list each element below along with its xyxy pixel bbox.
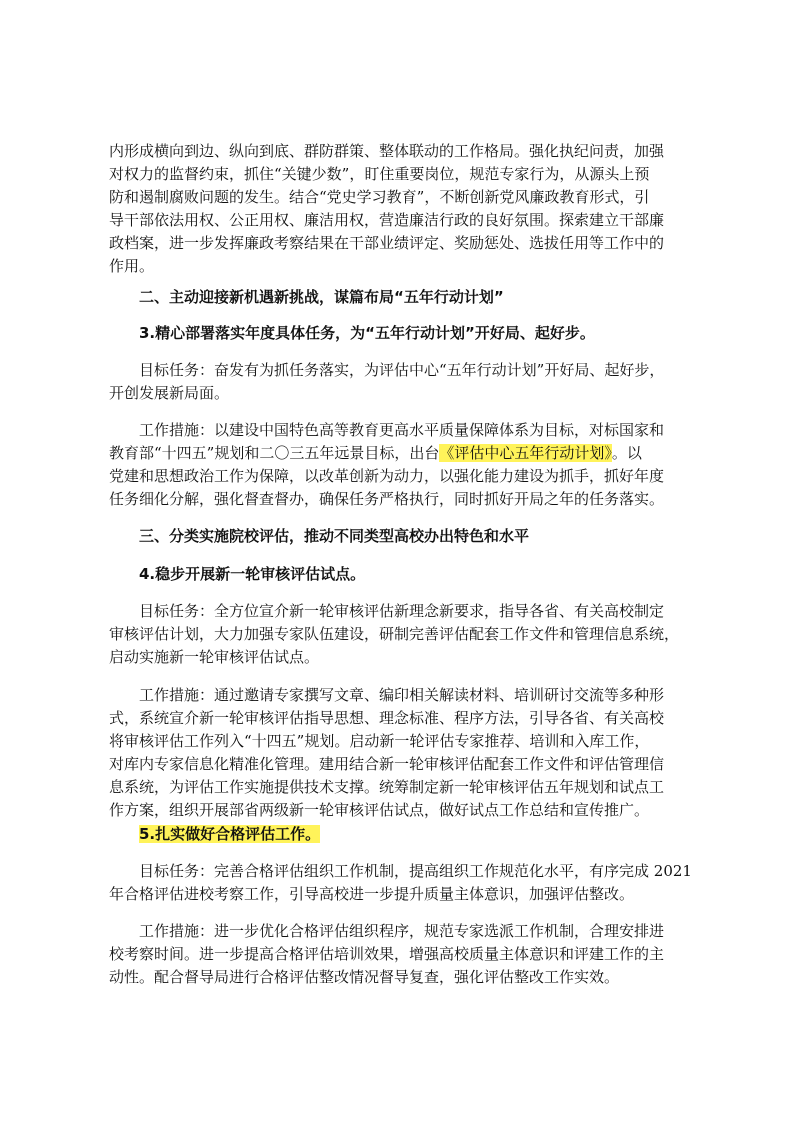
text-line: 作用。 bbox=[109, 257, 155, 275]
text-line: 导干部依法用权、公正用权、廉洁用权，营造廉洁行政的良好氛围。探索建立干部廉 bbox=[109, 211, 665, 229]
text-line: 防和遏制腐败问题的发生。结合“党史学习教育”，不断创新党风廉政教育形式，引 bbox=[109, 188, 650, 206]
item-heading-3: 3.精心部署落实年度具体任务，为“五年行动计划”开好局、起好步。 bbox=[139, 324, 595, 342]
text-line: 对库内专家信息化精准化管理。建用结合新一轮审核评估配套工作文件和评估管理信 bbox=[109, 755, 665, 773]
paragraph-item4-goal bbox=[109, 600, 693, 669]
highlighted-plan-title: 《评估中心五年行动计划》 bbox=[439, 444, 612, 462]
text-line: 年合格评估进校考察工作，引导高校进一步提升质量主体意识，加强评估整改。 bbox=[109, 885, 635, 903]
text-line: 校考察时间。进一步提高合格评估培训效果，增强高校质量主体意识和评建工作的主 bbox=[109, 945, 665, 963]
text-line: 息系统，为评估工作实施提供技术支撑。统筹制定新一轮审核评估五年规划和试点工 bbox=[109, 778, 665, 796]
text-line-with-highlight bbox=[109, 442, 693, 465]
paragraph-item5-measures bbox=[109, 920, 693, 989]
text-line: 政档案，进一步发挥廉政考察结果在干部业绩评定、奖励惩处、选拔任用等工作中的 bbox=[109, 234, 665, 252]
text-line: 式，系统宣介新一轮审核评估指导思想、理念标准、程序方法，引导各省、有关高校 bbox=[109, 709, 665, 727]
text-line: 目标任务：奋发有为抓任务落实，为评估中心“五年行动计划”开好局、起好步， bbox=[139, 361, 665, 379]
text-line: 工作措施：进一步优化合格评估组织程序，规范专家选派工作机制，合理安排进 bbox=[139, 922, 665, 940]
text-line: 作方案，组织开展部省两级新一轮审核评估试点，做好试点工作总结和宣传推广。 bbox=[109, 801, 650, 819]
text-line: 党建和思想政治工作为保障，以改革创新为动力，以强化能力建设为抓手，抓好年度 bbox=[109, 467, 665, 485]
text-line: 启动实施新一轮审核评估试点。 bbox=[109, 648, 320, 666]
paragraph-item3-measures bbox=[109, 419, 693, 511]
text-line: 工作措施：通过邀请专家撰写文章、编印相关解读材料、培训研讨交流等多种形 bbox=[139, 686, 665, 704]
text-line: 目标任务：全方位宣介新一轮审核评估新理念新要求，指导各省、有关高校制定 bbox=[139, 602, 665, 620]
text-line: 将审核评估工作列入“十四五”规划。启动新一轮评估专家推荐、培训和入库工作， bbox=[109, 732, 650, 750]
text-line: 内形成横向到边、纵向到底、群防群策、整体联动的工作格局。强化执纪问责，加强 bbox=[109, 142, 665, 160]
item-heading-4: 4.稳步开展新一轮审核评估试点。 bbox=[139, 565, 366, 583]
text-line: 工作措施：以建设中国特色高等教育更高水平质量保障体系为目标，对标国家和 bbox=[139, 421, 665, 439]
text-line: 开创发展新局面。 bbox=[109, 384, 230, 402]
section-heading-2: 二、主动迎接新机遇新挑战，谋篇布局“五年行动计划” bbox=[139, 288, 504, 306]
text-line: 动性。配合督导局进行合格评估整改情况督导复查，强化评估整改工作实效。 bbox=[109, 968, 620, 986]
text-line: 审核评估计划，大力加强专家队伍建设，研制完善评估配套工作文件和管理信息系统， bbox=[109, 625, 680, 643]
item-heading-5 bbox=[139, 823, 320, 846]
text-line: 任务细化分解，强化督查督办，确保任务严格执行，同时抓好开局之年的任务落实。 bbox=[109, 490, 665, 508]
text-segment: 。以 bbox=[611, 444, 642, 462]
paragraph-item4-measures bbox=[109, 684, 693, 822]
paragraph-integrity bbox=[109, 140, 693, 278]
text-line: 对权力的监督约束，抓住“关键少数”，盯住重要岗位，规范专家行为，从源头上预 bbox=[109, 165, 650, 183]
paragraph-item3-goal bbox=[109, 359, 693, 405]
text-segment: 教育部“十四五”规划和二〇三五年远景目标，出台 bbox=[109, 444, 440, 462]
text-line: 目标任务：完善合格评估组织工作机制，提高组织工作规范化水平，有序完成 2021 bbox=[139, 862, 692, 880]
highlighted-item-title: 5.扎实做好合格评估工作。 bbox=[139, 825, 321, 843]
paragraph-item5-goal bbox=[109, 860, 693, 906]
section-heading-3: 三、分类实施院校评估，推动不同类型高校办出特色和水平 bbox=[139, 527, 530, 545]
